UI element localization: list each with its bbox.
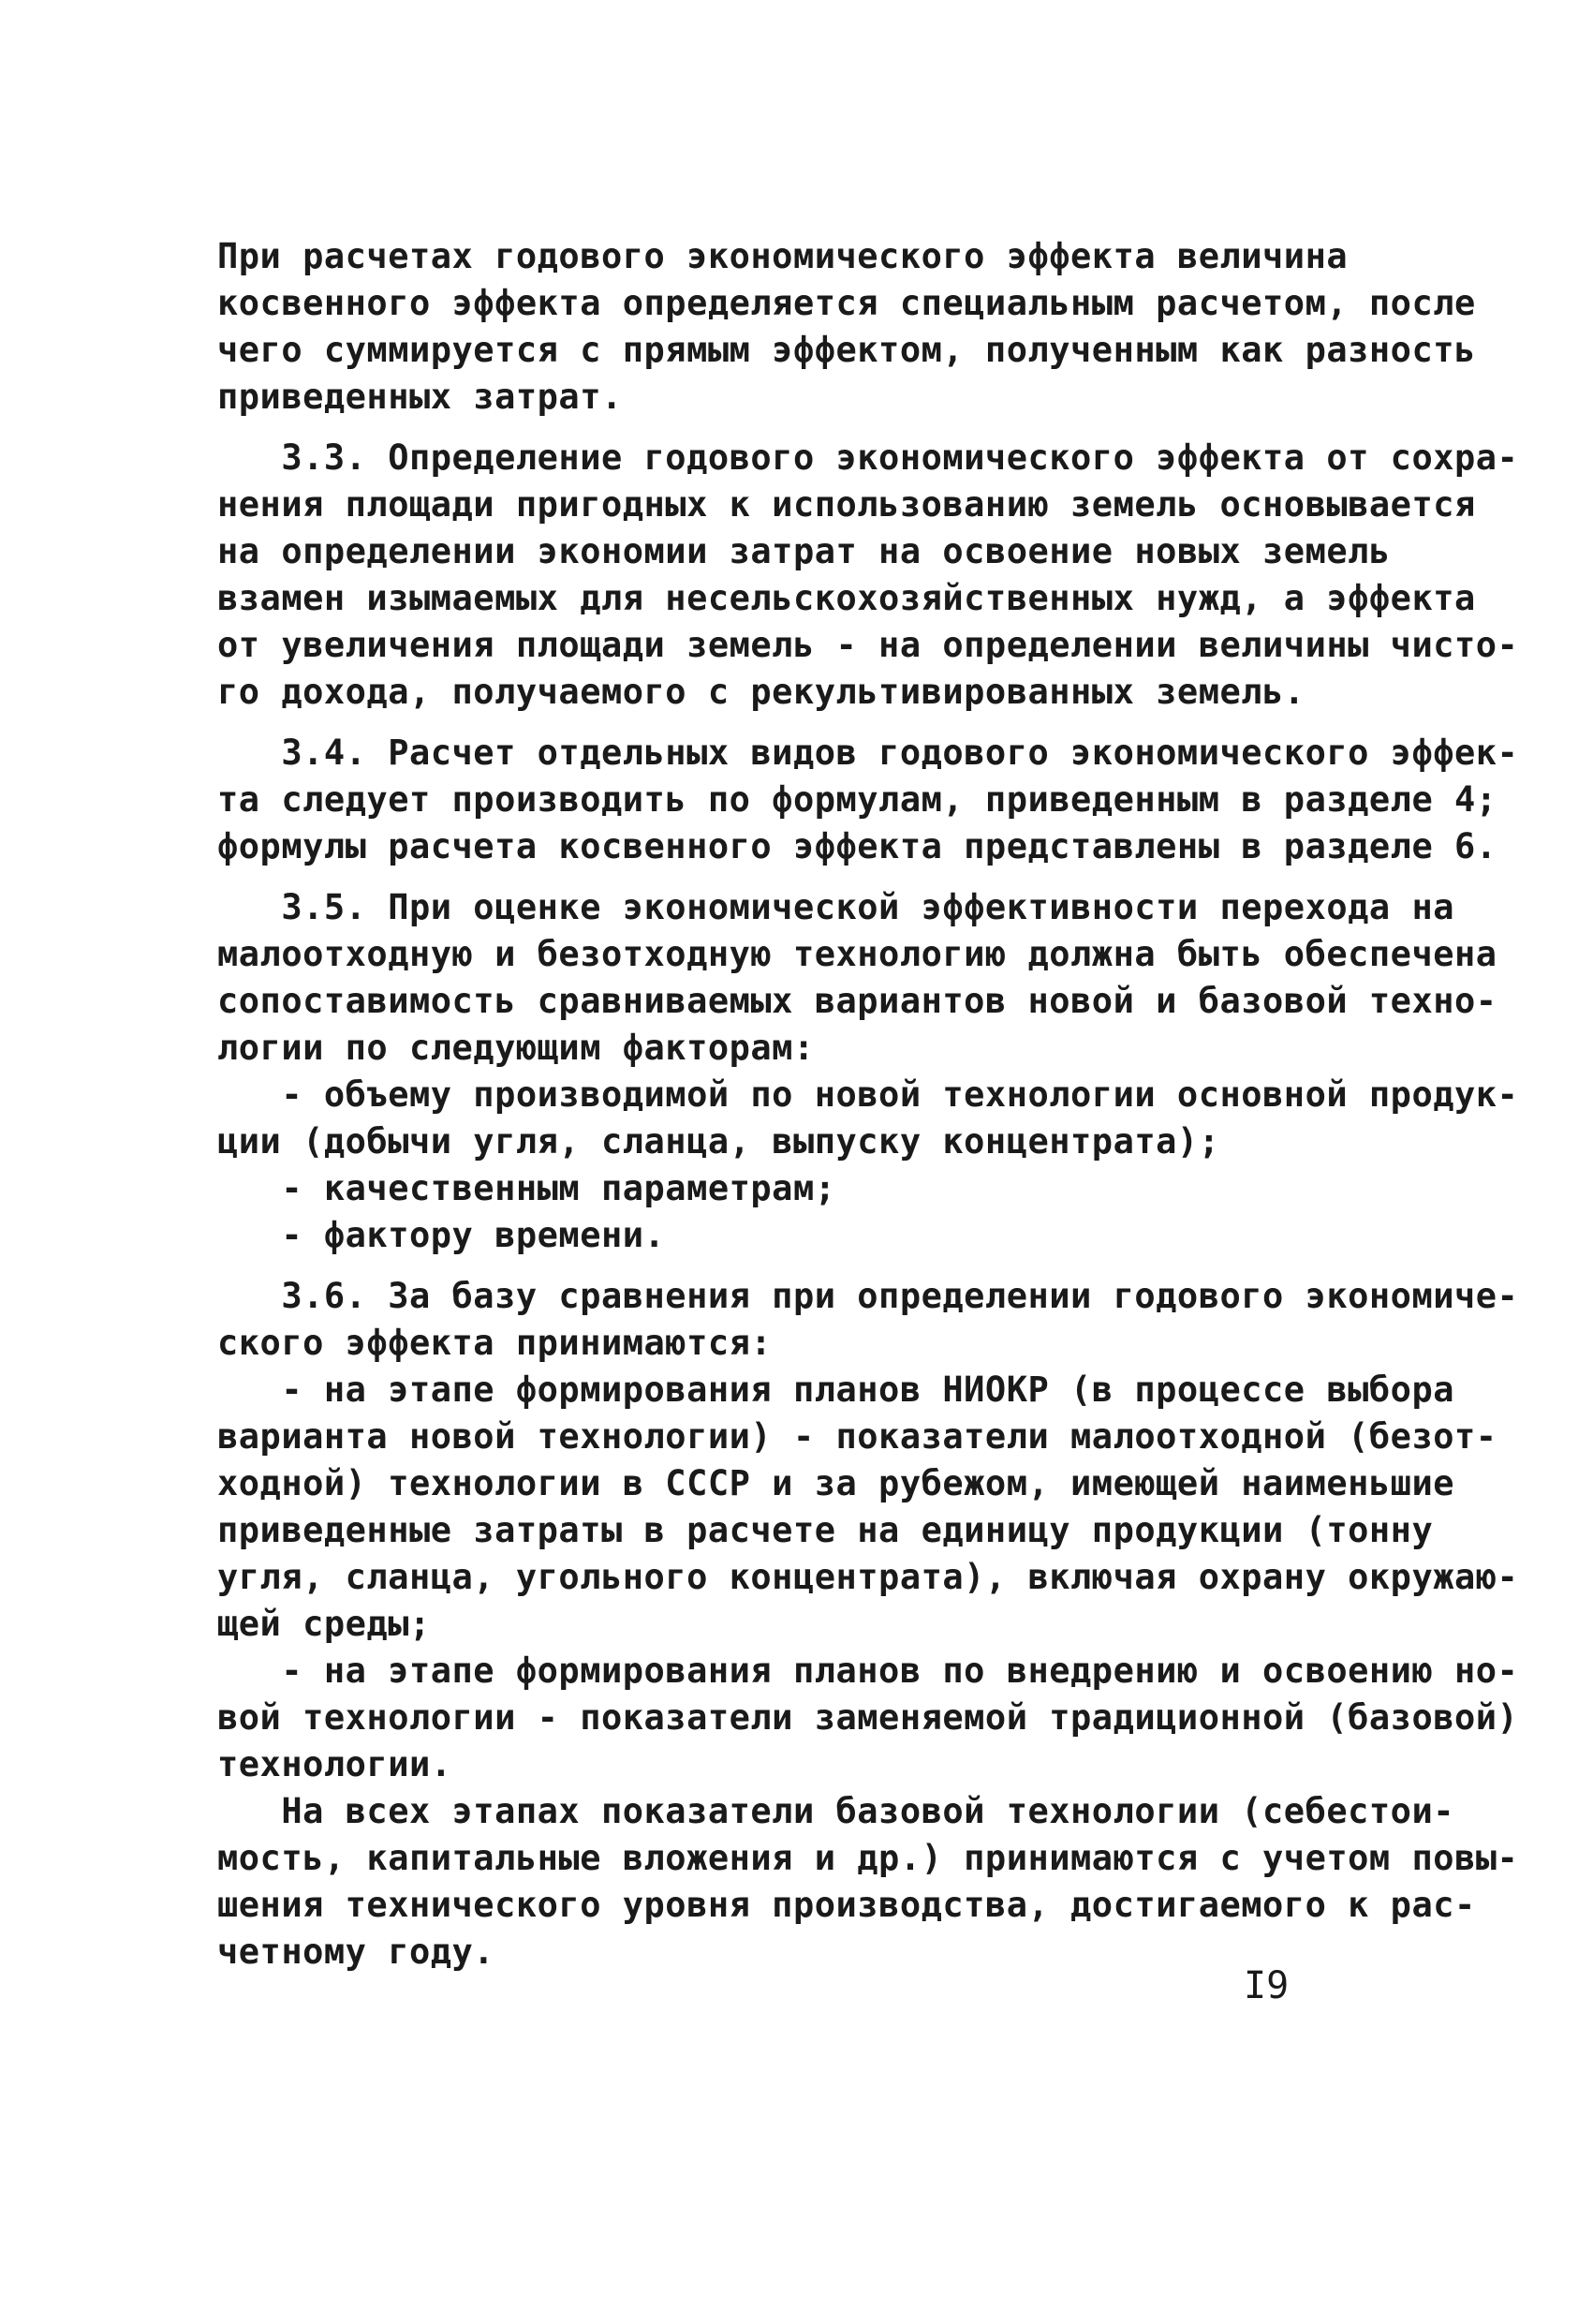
text-line: На всех этапах показатели базовой технологии (себестои- [217, 1791, 1455, 1831]
text-line: логии по следующим факторам: [217, 1028, 815, 1068]
text-line: формулы расчета косвенного эффекта представлены в разделе 6. [217, 826, 1497, 866]
text-line: го дохода, получаемого с рекультивированных земель. [217, 672, 1305, 712]
text-line: приведенные затраты в расчете на единицу продукции (тонну [217, 1510, 1434, 1550]
text-line: та следует производить по формулам, приведенным в разделе 4; [217, 779, 1497, 820]
text-line: малоотходную и безотходную технологию должна быть обеспечена [217, 934, 1497, 974]
text-line: угля, сланца, угольного концентрата), включая охрану окружаю- [217, 1557, 1519, 1597]
text-line: - объему производимой по новой технологии основной продук- [217, 1074, 1519, 1115]
text-line: технологии. [217, 1744, 452, 1784]
text-line: - на этапе формирования планов НИОКР (в процессе выбора [217, 1369, 1455, 1410]
text-line: - фактору времени. [217, 1215, 666, 1255]
text-line: на определении экономии затрат на освоение новых земель [217, 531, 1391, 571]
text-line: мость, капитальные вложения и др.) принимаются с учетом повы- [217, 1838, 1519, 1878]
text-line: нения площади пригодных к использованию земель основывается [217, 484, 1476, 525]
text-line: 3.3. Определение годового экономического эффекта от сохра- [217, 437, 1519, 478]
text-line: 3.5. При оценке экономической эффективности перехода на [217, 887, 1455, 927]
text-line: 3.6. За базу сравнения при определении годового экономиче- [217, 1276, 1519, 1316]
text-line: шения технического уровня производства, достигаемого к рас- [217, 1885, 1476, 1925]
text-line: четному году. [217, 1932, 495, 1972]
text-line: - на этапе формирования планов по внедрению и освоению но- [217, 1650, 1519, 1691]
page-number: I9 [1244, 1964, 1290, 2007]
text-line: 3.4. Расчет отдельных видов годового экономического эффек- [217, 733, 1519, 773]
text-line: косвенного эффекта определяется специальным расчетом, после [217, 283, 1476, 323]
text-line: вой технологии - показатели заменяемой традиционной (базовой) [217, 1697, 1519, 1738]
text-line: варианта новой технологии) - показатели малоотходной (безот- [217, 1416, 1497, 1457]
text-line: взамен изымаемых для несельскохозяйственных нужд, а эффекта [217, 578, 1476, 618]
text-line: ского эффекта принимаются: [217, 1323, 773, 1363]
text-line: приведенных затрат. [217, 377, 623, 417]
text-line: чего суммируется с прямым эффектом, полученным как разность [217, 330, 1476, 370]
text-line: ции (добычи угля, сланца, выпуску концентрата); [217, 1121, 1220, 1162]
text-line: ходной) технологии в СССР и за рубежом, имеющей наименьшие [217, 1463, 1455, 1503]
text-line: - качественным параметрам; [217, 1168, 836, 1208]
text-line: от увеличения площади земель - на определении величины чисто- [217, 625, 1519, 665]
text-line: щей среды; [217, 1604, 431, 1644]
text-line: При расчетах годового экономического эффекта величина [217, 236, 1349, 276]
text-line: сопоставимость сравниваемых вариантов новой и базовой техно- [217, 981, 1497, 1021]
